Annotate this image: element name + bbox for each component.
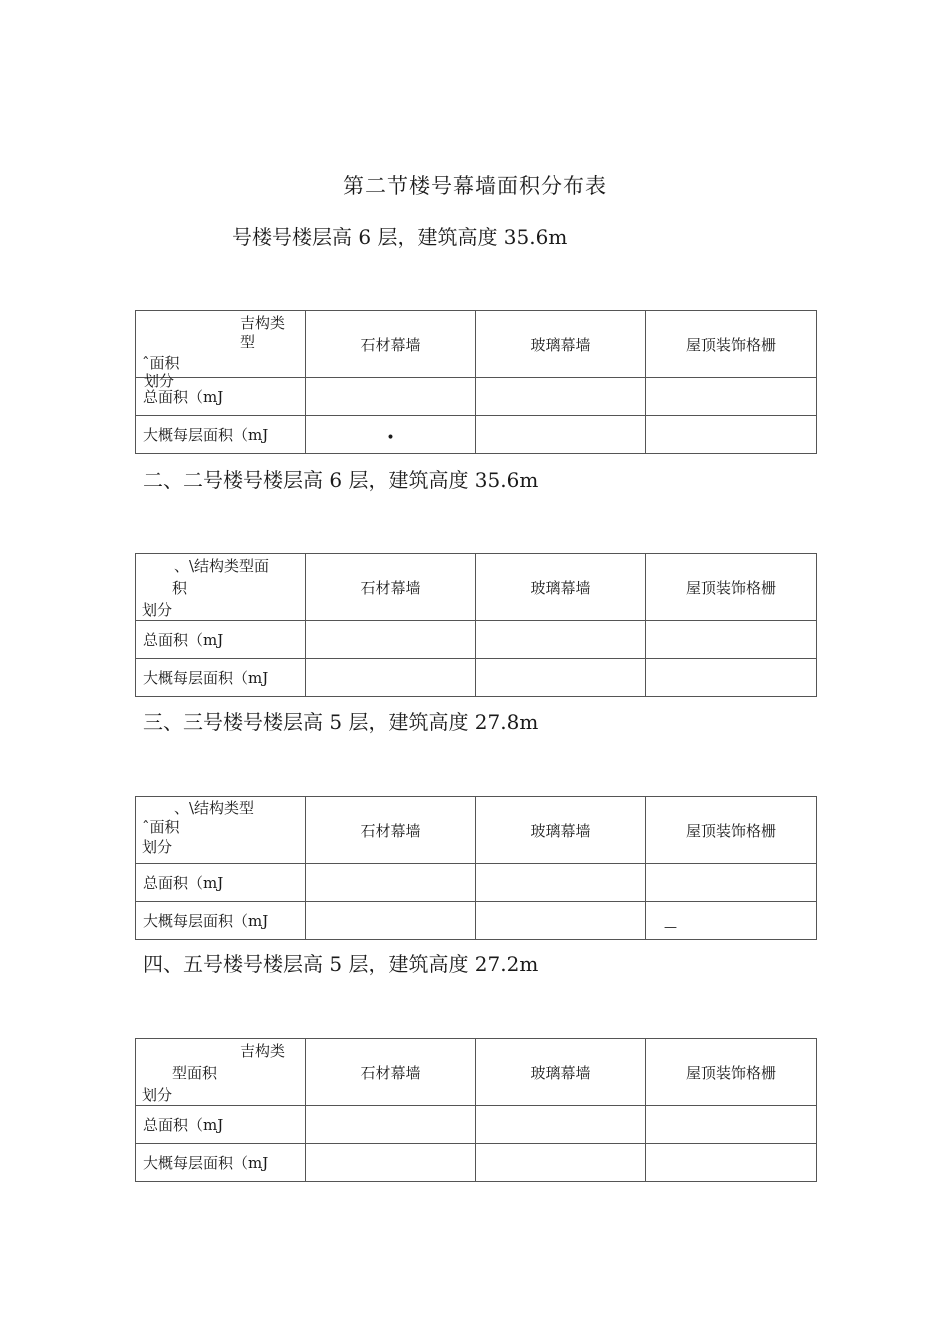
table-cell <box>306 1144 476 1182</box>
corner-header-cell <box>136 554 306 621</box>
area-table <box>135 796 817 940</box>
column-header: 屋顶装饰格栅 <box>646 554 817 621</box>
area-table <box>135 310 817 454</box>
row-header: 总面积（mJ <box>136 1106 306 1144</box>
table-cell <box>476 659 646 697</box>
table-cell <box>306 621 476 659</box>
area-table <box>135 1038 817 1182</box>
table-cell <box>646 902 817 940</box>
column-header: 玻璃幕墙 <box>476 311 646 378</box>
corner-label: 划分 <box>142 601 173 619</box>
row-header: 总面积（mJ <box>136 621 306 659</box>
column-header: 屋顶装饰格栅 <box>646 797 817 864</box>
column-header: 石材幕墙 <box>306 1039 476 1106</box>
corner-label: 型面积 <box>172 1064 218 1082</box>
stray-mark: • <box>386 429 395 446</box>
corner-label: 型 <box>240 333 256 351</box>
table-cell <box>646 1106 817 1144</box>
stray-mark: — <box>664 919 677 935</box>
column-header: 屋顶装饰格栅 <box>646 1039 817 1106</box>
page-title: 第二节楼号幕墙面积分布表 <box>343 174 607 198</box>
section-heading: 号楼号楼层高 6 层，建筑高度 35.6m <box>232 225 568 249</box>
row-header: 大概每层面积（mJ <box>136 416 306 454</box>
table-cell <box>476 621 646 659</box>
table-row <box>136 378 817 416</box>
row-header: 大概每层面积（mJ <box>136 902 306 940</box>
column-header: 玻璃幕墙 <box>476 797 646 864</box>
table-row <box>136 416 817 454</box>
table-row <box>136 1106 817 1144</box>
corner-label: 划分 <box>142 1086 173 1104</box>
table-row <box>136 621 817 659</box>
column-header: 玻璃幕墙 <box>476 1039 646 1106</box>
corner-label: ˆ面积 <box>142 818 180 836</box>
table-row <box>136 1144 817 1182</box>
corner-header-cell <box>136 1039 306 1106</box>
row-header: 总面积（mJ <box>136 864 306 902</box>
table-cell <box>476 416 646 454</box>
table-cell <box>646 416 817 454</box>
table-cell <box>646 621 817 659</box>
column-header: 石材幕墙 <box>306 797 476 864</box>
column-header: 屋顶装饰格栅 <box>646 311 817 378</box>
table-cell <box>646 378 817 416</box>
table-row <box>136 864 817 902</box>
corner-label: 、\结构类型 <box>174 799 255 817</box>
table-cell <box>306 659 476 697</box>
table-cell <box>476 378 646 416</box>
row-header: 大概每层面积（mJ <box>136 659 306 697</box>
corner-label: 吉构类 <box>240 314 286 332</box>
row-header: 大概每层面积（mJ <box>136 1144 306 1182</box>
corner-label: 划分 <box>142 838 173 856</box>
table-cell <box>306 902 476 940</box>
corner-label: ˆ面积 <box>142 354 180 372</box>
corner-header-cell <box>136 797 306 864</box>
corner-label: 积 <box>172 579 188 597</box>
area-table <box>135 553 817 697</box>
table-cell <box>476 1106 646 1144</box>
row-header: 总面积（mJ <box>136 378 306 416</box>
section-heading: 二、二号楼号楼层高 6 层，建筑高度 35.6m <box>143 468 539 492</box>
corner-header-cell <box>136 311 306 390</box>
table-cell <box>306 1106 476 1144</box>
table-row <box>136 902 817 940</box>
column-header: 玻璃幕墙 <box>476 554 646 621</box>
table-cell <box>306 378 476 416</box>
table-cell <box>476 864 646 902</box>
corner-label: 划分 <box>144 372 175 390</box>
table-cell <box>306 864 476 902</box>
section-heading: 三、三号楼号楼层高 5 层，建筑高度 27.8m <box>143 710 539 734</box>
table-row <box>136 659 817 697</box>
table-cell <box>646 1144 817 1182</box>
table-cell <box>646 659 817 697</box>
table-cell <box>646 864 817 902</box>
table-cell <box>476 1144 646 1182</box>
section-heading: 四、五号楼号楼层高 5 层，建筑高度 27.2m <box>143 952 539 976</box>
table-cell <box>306 416 476 454</box>
corner-label: 、\结构类型面 <box>174 557 270 575</box>
corner-label: 吉构类 <box>240 1042 286 1060</box>
column-header: 石材幕墙 <box>306 311 476 378</box>
table-cell <box>476 902 646 940</box>
column-header: 石材幕墙 <box>306 554 476 621</box>
